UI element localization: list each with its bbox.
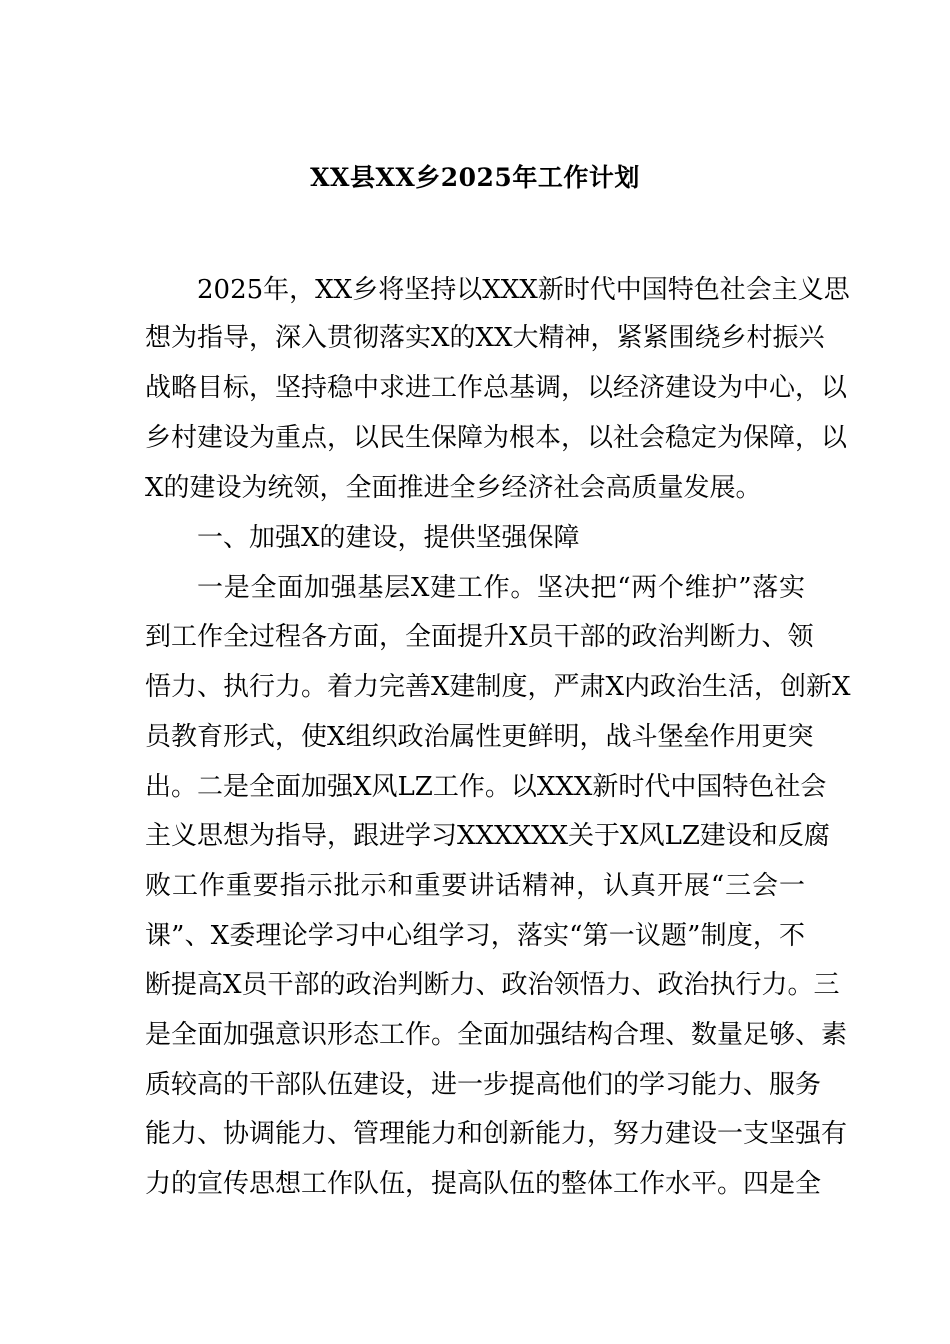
paragraph-line: X的建设为统领，全面推进全乡经济社会高质量发展。 [145,473,762,503]
paragraph-line: 败工作重要指示批示和重要讲话精神，认真开展“三会一 [145,871,805,901]
paragraph-line: 战略目标，坚持稳中求进工作总基调，以经济建设为中心，以 [145,373,848,403]
paragraph-line: 一是全面加强基层X建工作。坚决把“两个维护”落实 [197,573,805,603]
paragraph-line: 乡村建设为重点，以民生保障为根本，以社会稳定为保障，以 [145,423,848,453]
paragraph-line: 课”、X委理论学习中心组学习，落实“第一议题”制度，不 [145,921,805,951]
section-heading: 一、加强X的建设，提供坚强保障 [197,523,580,553]
paragraph-line: 能力、协调能力、管理能力和创新能力，努力建设一支坚强有 [145,1119,848,1149]
paragraph-line: 到工作全过程各方面，全面提升X员干部的政治判断力、领 [145,622,814,652]
paragraph-line: 力的宣传思想工作队伍，提高队伍的整体工作水平。四是全 [145,1169,822,1199]
paragraph-line: 悟力、执行力。着力完善X建制度，严肃X内政治生活，创新X [145,672,851,702]
paragraph-line: 想为指导，深入贯彻落实X的XX大精神，紧紧围绕乡村振兴 [145,323,825,353]
paragraph-line: 主义思想为指导，跟进学习XXXXXX关于X风LZ建设和反腐 [145,821,830,851]
paragraph-line: 员教育形式，使X组织政治属性更鲜明，战斗堡垒作用更突 [145,722,814,752]
document-title: XX县XX乡2025年工作计划 [310,163,640,192]
paragraph-line: 是全面加强意识形态工作。全面加强结构合理、数量足够、素 [145,1020,848,1050]
paragraph-line: 断提高X员干部的政治判断力、政治领悟力、政治执行力。三 [145,970,840,1000]
paragraph-line: 质较高的干部队伍建设，进一步提高他们的学习能力、服务 [145,1070,822,1100]
paragraph-line: 出。二是全面加强X风LZ工作。以XXX新时代中国特色社会 [145,772,827,802]
paragraph-line: 2025年，XX乡将坚持以XXX新时代中国特色社会主义思 [197,275,850,305]
